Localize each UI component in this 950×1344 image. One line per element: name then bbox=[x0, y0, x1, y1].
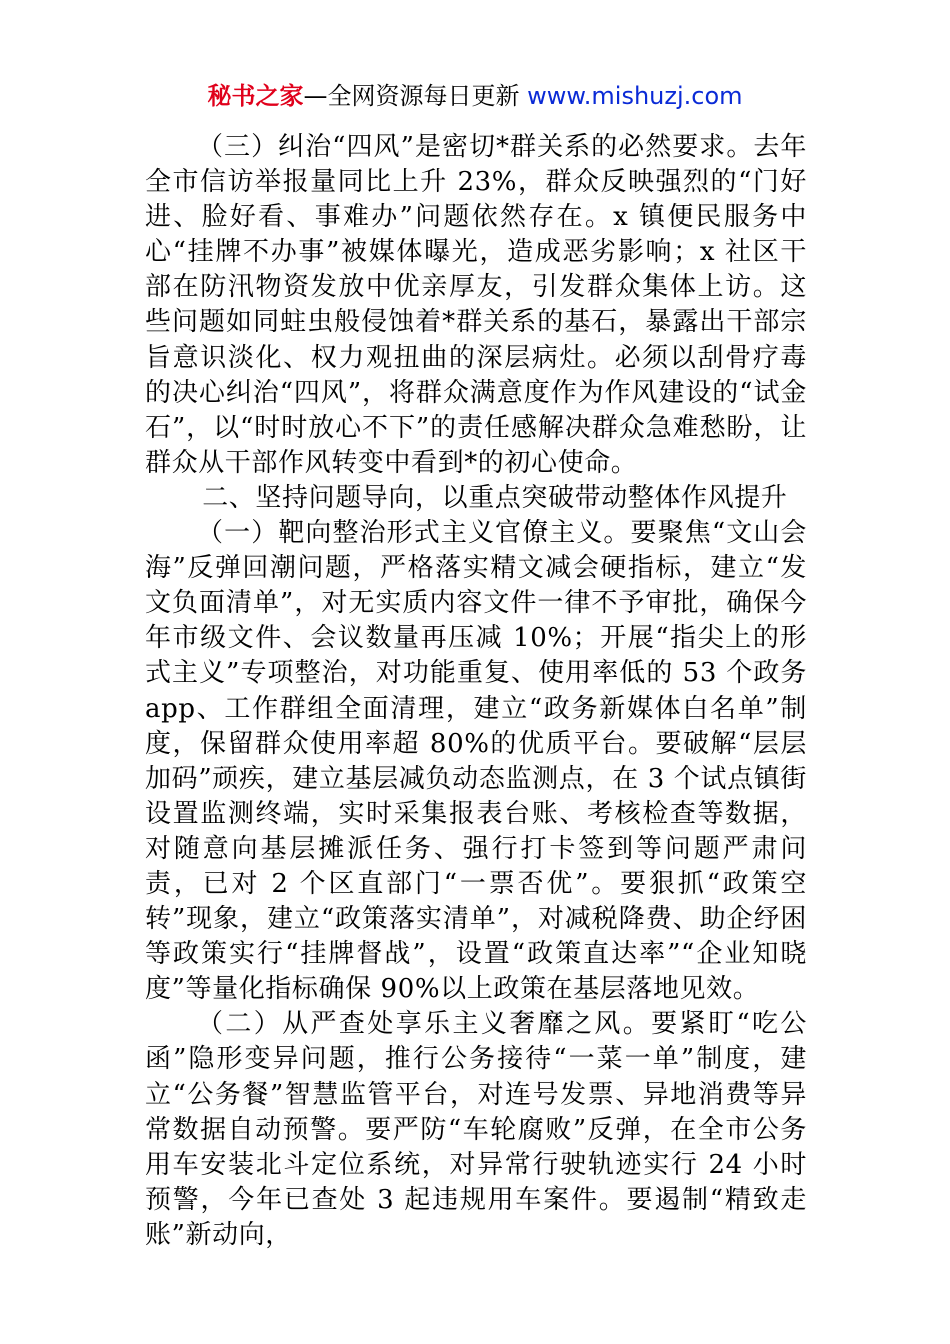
site-url-link[interactable]: www.mishuzj.com bbox=[527, 82, 743, 110]
paragraph-two-hedonism: （二）从严查处享乐主义奢靡之风。要紧盯“吃公函”隐形变异问题，推行公务接待“一菜一单”制度，建立“公务餐”智慧监管平台，对连号发票、异地消费等异常数据自动预警。要严防“车轮腐败”反弹，在全市公务用车安装北斗定位系统，对异常行驶轨迹实行 24 小时预警，今年已查处 3 起违规用车案件。要遏制“精致走账”新动向， bbox=[145, 1009, 807, 1250]
document-body bbox=[145, 130, 807, 1253]
paragraph-three-four-winds: （三）纠治“四风”是密切*群关系的必然要求。去年全市信访举报量同比上升 23%，群众反映强烈的“门好进、脸好看、事难办”问题依然存在。x 镇便民服务中心“挂牌不办事”被媒体曝光，造成恶劣影响；x 社区干部在防汛物资发放中优亲厚友，引发群众集体上访。这些问题如同蛀虫般侵蚀着*群关系的基石，暴露出干部宗旨意识淡化、权力观扭曲的深层病灶。必须以刮骨疗毒的决心纠治“四风”，将群众满意度作为作风建设的“试金石”，以“时时放心不下”的责任感解决群众急难愁盼，让群众从干部作风转变中看到*的初心使命。 bbox=[145, 132, 807, 478]
site-brand: 秘书之家 bbox=[207, 82, 304, 110]
site-header bbox=[0, 80, 950, 112]
section-heading-two: 二、坚持问题导向，以重点突破带动整体作风提升 bbox=[202, 482, 788, 513]
site-tagline: —全网资源每日更新 bbox=[303, 82, 528, 110]
paragraph-one-formalism: （一）靶向整治形式主义官僚主义。要聚焦“文山会海”反弹回潮问题，严格落实精文减会硬指标，建立“发文负面清单”，对无实质内容文件一律不予审批，确保今年市级文件、会议数量再压减 10%；开展“指尖上的形式主义”专项整治，对功能重复、使用率低的 53 个政务 app、工作群组全面清理，建立“政务新媒体白名单”制度，保留群众使用率超 80%的优质平台。要破解“层层加码”顽疾，建立基层减负动态监测点，在 3 个试点镇街设置监测终端，实时采集报表台账、考核检查等数据，对随意向基层摊派任务、强行打卡签到等问题严肃问责，已对 2 个区直部门“一票否优”。要狠抓“政策空转”现象，建立“政策落实清单”，对减税降费、助企纾困等政策实行“挂牌督战”，设置“政策直达率”“企业知晓度”等量化指标确保 90%以上政策在基层落地见效。 bbox=[145, 518, 807, 1005]
